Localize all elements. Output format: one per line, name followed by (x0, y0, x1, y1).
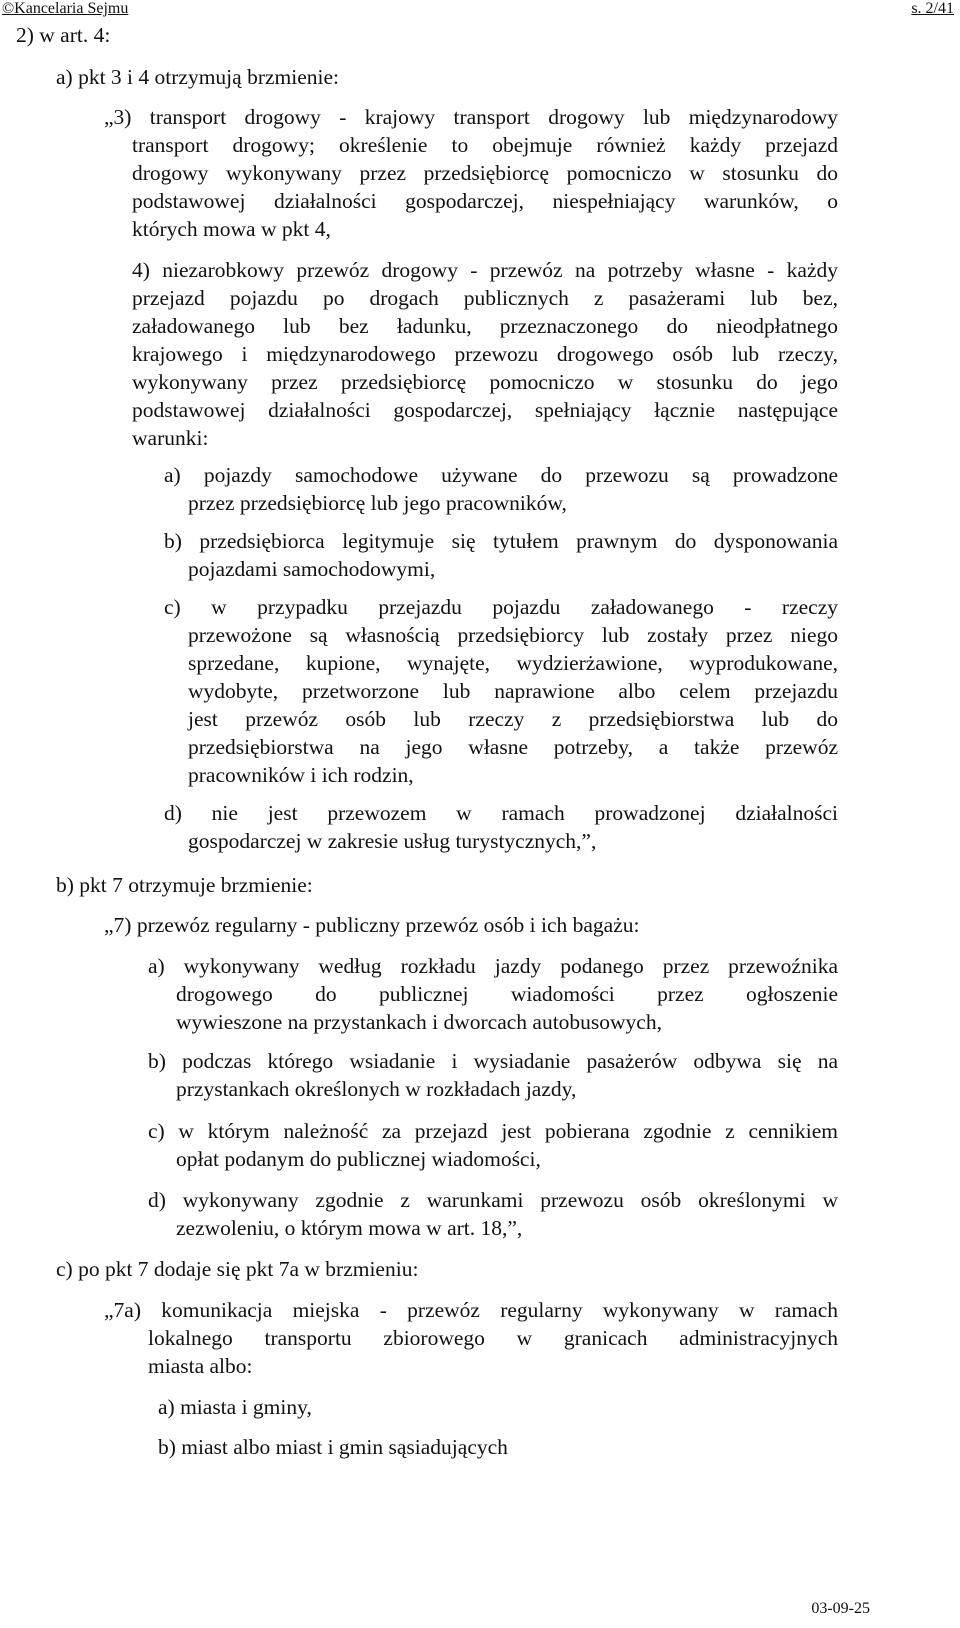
text-line: miasta albo: (148, 1354, 253, 1378)
footer-date: 03-09-25 (811, 1600, 870, 1617)
text-line: b) podczas którego wsiadanie i wysiadanie pasażerów odbywa się na (148, 1049, 838, 1073)
text-line: transport drogowy; określenie to obejmuje również każdy przejazd (132, 133, 838, 157)
text-line: podstawowej działalności gospodarczej, spełniający łącznie następujące (132, 398, 838, 422)
text-line: przewożone są własnością przedsiębiorcy lub zostały przez niego (188, 623, 838, 647)
text-line: „7a) komunikacja miejska - przewóz regularny wykonywany w ramach (104, 1298, 838, 1322)
text-line: przystankach określonych w rozkładach jazdy, (176, 1077, 577, 1101)
text-line: drogowego do publicznej wiadomości przez ogłoszenie (176, 982, 838, 1006)
text-line: lokalnego transportu zbiorowego w granicach administracyjnych (148, 1326, 838, 1350)
text-line: 4) niezarobkowy przewóz drogowy - przewóz na potrzeby własne - każdy (132, 258, 838, 282)
text-line: zezwoleniu, o którym mowa w art. 18,”, (176, 1216, 523, 1240)
text-line: podstawowej działalności gospodarczej, niespełniający warunków, o (132, 189, 838, 213)
page-header (0, 0, 960, 22)
text-line: a) pkt 3 i 4 otrzymują brzmienie: (56, 65, 339, 89)
text-line: sprzedane, kupione, wynajęte, wydzierżawione, wyprodukowane, (188, 651, 838, 675)
text-line: których mowa w pkt 4, (132, 217, 331, 241)
text-line: przedsiębiorstwa na jego własne potrzeby, a także przewóz (188, 735, 838, 759)
text-line: c) w przypadku przejazdu pojazdu załadowanego - rzeczy (164, 595, 838, 619)
text-line: opłat podanym do publicznej wiadomości, (176, 1147, 541, 1171)
text-line: d) wykonywany zgodnie z warunkami przewozu osób określonymi w (148, 1188, 838, 1212)
text-line: załadowanego lub bez ładunku, przeznaczonego do nieodpłatnego (132, 314, 838, 338)
text-line: c) po pkt 7 dodaje się pkt 7a w brzmieniu: (56, 1257, 419, 1281)
text-line: przejazd pojazdu po drogach publicznych z pasażerami lub bez, (132, 286, 838, 310)
text-line: d) nie jest przewozem w ramach prowadzonej działalności (164, 801, 838, 825)
text-line: „7) przewóz regularny - publiczny przewóz osób i ich bagażu: (104, 913, 640, 937)
text-line: a) miasta i gminy, (158, 1395, 312, 1419)
text-line: „3) transport drogowy - krajowy transport drogowy lub międzynarodowy (104, 105, 838, 129)
header-source-link[interactable]: ©Kancelaria Sejmu (2, 0, 129, 17)
text-line: wykonywany przez przedsiębiorcę pomocniczo w stosunku do jego (132, 370, 838, 394)
text-line: wywieszone na przystankach i dworcach autobusowych, (176, 1010, 662, 1034)
text-line: b) przedsiębiorca legitymuje się tytułem prawnym do dysponowania (164, 529, 838, 553)
header-page-number[interactable]: s. 2/41 (911, 0, 954, 17)
text-line: b) pkt 7 otrzymuje brzmienie: (56, 873, 313, 897)
text-line: pojazdami samochodowymi, (188, 557, 436, 581)
text-line: jest przewóz osób lub rzeczy z przedsiębiorstwa lub do (188, 707, 838, 731)
text-line: pracowników i ich rodzin, (188, 763, 414, 787)
text-line: krajowego i międzynarodowego przewozu drogowego osób lub rzeczy, (132, 342, 838, 366)
text-line: przez przedsiębiorcę lub jego pracowników, (188, 491, 567, 515)
text-line: a) wykonywany według rozkładu jazdy podanego przez przewoźnika (148, 954, 838, 978)
text-line: 2) w art. 4: (16, 23, 111, 47)
text-line: gospodarczej w zakresie usług turystycznych,”, (188, 829, 597, 853)
text-line: c) w którym należność za przejazd jest pobierana zgodnie z cennikiem (148, 1119, 838, 1143)
text-line: drogowy wykonywany przez przedsiębiorcę pomocniczo w stosunku do (132, 161, 838, 185)
text-line: wydobyte, przetworzone lub naprawione albo celem przejazdu (188, 679, 838, 703)
text-line: warunki: (132, 426, 209, 450)
text-line: b) miast albo miast i gmin sąsiadujących (158, 1435, 508, 1459)
text-line: a) pojazdy samochodowe używane do przewozu są prowadzone (164, 463, 838, 487)
